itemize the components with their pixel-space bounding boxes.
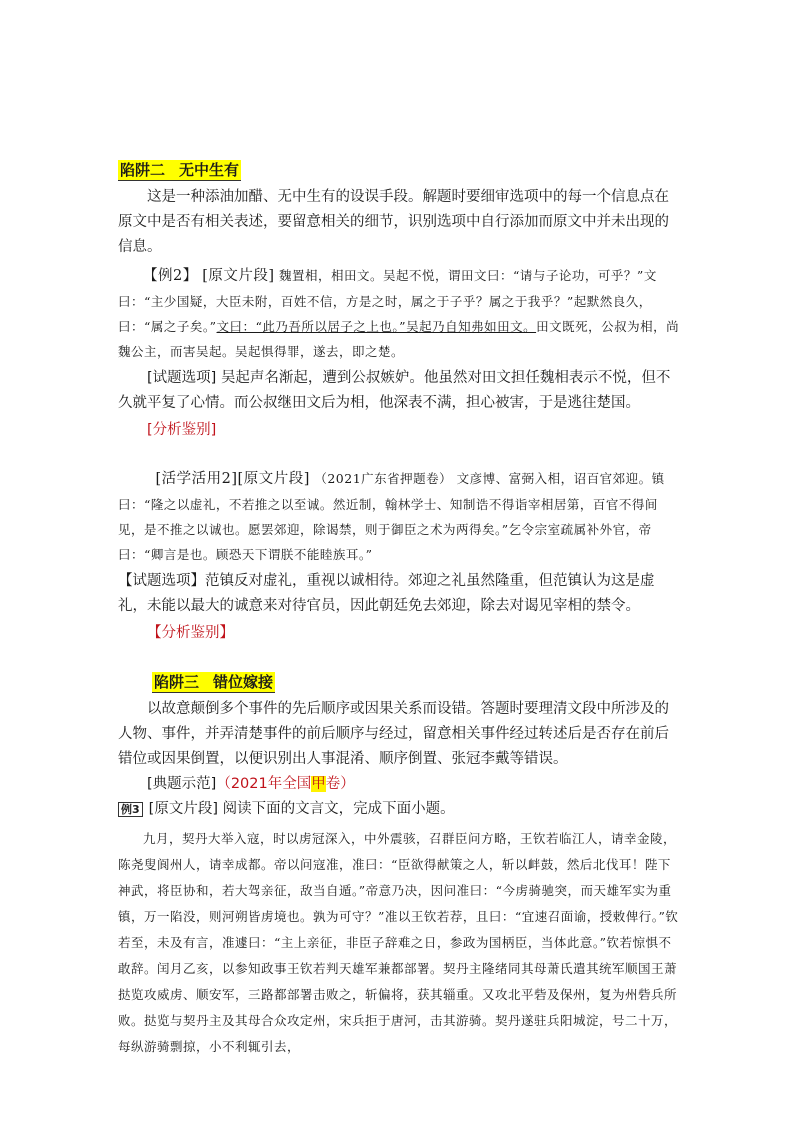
trap2-intro: 这是一种添油加醋、无中生有的设误手段。解题时要细审选项中的每一个信息点在原文中是否有相关表述，要留意相关的细节，识别选项中自行添加而原文中并未出现的信息。 [118, 189, 669, 255]
trap3-section [118, 672, 682, 1060]
practice2-source-ref: （2021广东省押题卷） [314, 471, 453, 486]
typical-source-mark: 甲 [311, 776, 326, 792]
trap2-analysis-label: [分析鉴别] [147, 422, 217, 438]
typical-source-pre: （2021年全国 [216, 776, 312, 792]
option-label: [试题选项] [147, 370, 217, 386]
trap2-section [118, 160, 682, 443]
practice2-label: [活学活用2][原文片段] [155, 471, 310, 487]
trap2-heading-title: 无中生有 [179, 161, 240, 179]
trap3-heading [152, 672, 275, 693]
trap2-heading-number: 陷阱二 [120, 161, 166, 179]
trap2-option [118, 366, 682, 416]
example2-source-text-1: 魏置相，相田文。吴起不悦，谓田文曰：“请与子论功，可乎？”文曰：“主少国疑，大臣未附，百姓不信，方是之时，属之于子乎？属之于我乎？”起默然良久，曰：“属之子矣。” [118, 268, 657, 334]
trap3-heading-title: 错位嫁接 [213, 673, 274, 691]
example3-number: 例3 [118, 802, 143, 817]
example2-source-text-2: 田文既死，公叔为相，尚魏公主，而害吴起。吴起惧得罪，遂去，即之楚。 [118, 319, 680, 359]
example3-passage: 九月，契丹大举入寇，时以虏冠深入，中外震骇，召群臣问方略，王钦若临江人，请幸金陵，陈尧叟阆州人，请幸成都。帝以问寇准，准曰：“臣欲得献策之人，斩以衅鼓，然后北伐耳！陛下神武，将臣协和，若大驾亲征，敌当自遁。”帝意乃决，因问准曰：“今虏骑驰突，而天雄军实为重镇，万一陷没，则河朔皆虏境也。孰为可守？”准以王钦若荐，且曰：“宜速召面谕，授敕俾行。”钦若至，未及有言，准遽曰：“主上亲征，非臣子辞难之日，参政为国柄臣，当体此意。”钦若惊惧不敢辞。闰月乙亥，以参知政事王钦若判天雄军兼都部署。契丹主隆绪同其母萧氏遣其统军顺国王萧挞览攻威虏、顺安军，三路都部署击败之，斩偏将，获其辎重。又攻北平砦及保州，复为州砦兵所败。挞览与契丹主及其母合众攻定州，宋兵拒于唐河，击其游骑。契丹遂驻兵阳城淀，号二十万，每纵游骑剽掠，小不利辄引去， [118, 831, 679, 1054]
practice2-option-label: 【试题选项】 [118, 573, 205, 589]
trap2-example [118, 263, 682, 364]
typical-source-post: 卷） [325, 776, 355, 792]
option-text: 吴起声名渐起，遭到公叔嫉妒。他虽然对田文担任魏相表示不悦，但不久就平复了心情。而公叔继田文后为相，他深表不满，担心被害，于是逃往楚国。 [118, 370, 671, 411]
example3-source-label: [原文片段] [148, 801, 218, 817]
practice2-text: 文彦博、富弼入相，诏百官郊迎。镇曰：“隆之以虚礼，不若推之以至诚。然近制，翰林学士、知制诰不得诣宰相居第，百官不得间见，是不推之以诚也。愿罢郊迎，除谒禁，则于御臣之术为两得矣。”乞令宗室疏属补外官，帝曰：“卿言是也。顾恐天下谓朕不能睦族耳。” [118, 471, 665, 562]
example2-label: 【例2】 [143, 268, 198, 284]
example2-source-underlined: 文曰：“此乃吾所以居子之上也。”吴起乃自知弗如田文。 [216, 319, 537, 334]
practice2-section [118, 466, 682, 646]
practice2-source [118, 466, 682, 567]
practice2-analysis-label: 【分析鉴别】 [147, 625, 234, 641]
trap3-intro: 以故意颠倒多个事件的先后顺序或因果关系而设错。答题时要理清文段中所涉及的人物、事件，并弄清楚事件的前后顺序与经过，留意相关事件经过转述后是否存在前后错位或因果倒置，以便识别出人事混淆、顺序倒置、张冠李戴等错误。 [118, 701, 669, 767]
source-label: [原文片段] [202, 268, 275, 284]
trap3-heading-number: 陷阱三 [154, 673, 200, 691]
typical-example-line [118, 772, 682, 797]
example3-instruction: 阅读下面的文言文，完成下面小题。 [222, 801, 455, 817]
typical-label: [典题示范] [147, 776, 217, 792]
trap2-heading [118, 160, 241, 181]
practice2-option-text: 范镇反对虚礼，重视以诚相待。郊迎之礼虽然隆重，但范镇认为这是虚礼，未能以最大的诚意来对待官员，因此朝廷免去郊迎，除去对谒见宰相的禁令。 [118, 573, 655, 614]
example3-header [118, 797, 682, 822]
practice2-option [118, 569, 682, 619]
